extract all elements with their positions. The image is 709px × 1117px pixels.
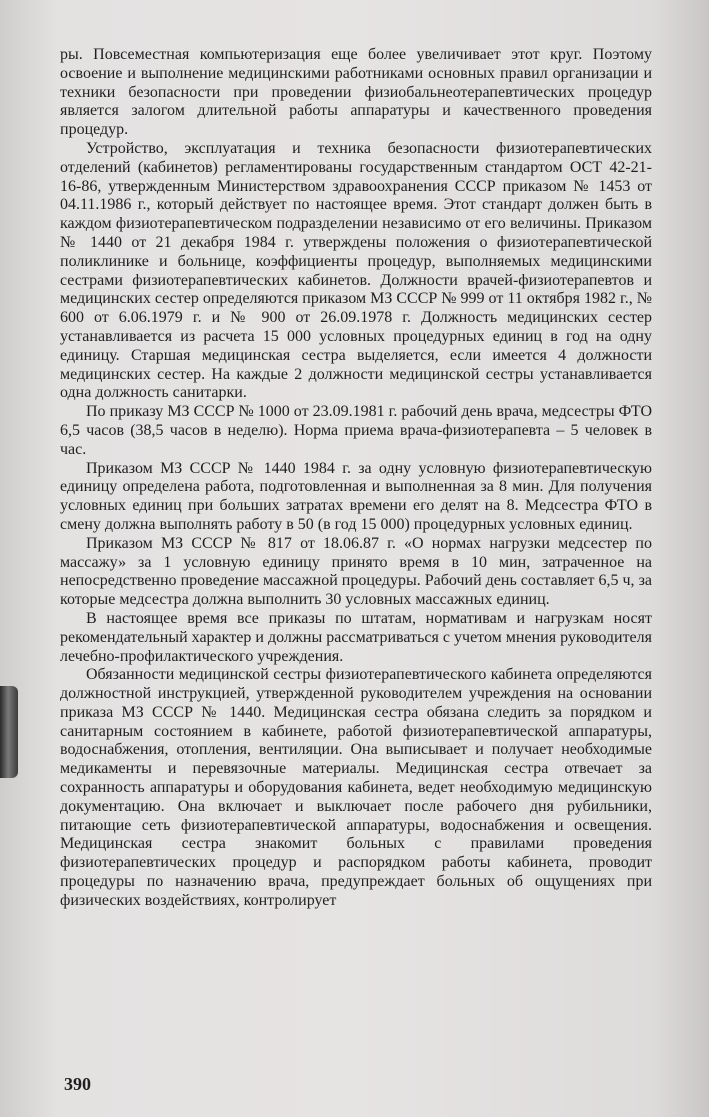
page-clip — [0, 686, 18, 778]
paragraph-5: Приказом МЗ СССР № 817 от 18.06.87 г. «О нормах нагрузки медсестер по массажу» за 1 условную единицу принято время в 10 мин, затраченное на непосредственно проведение массажной процедуры. Рабочий день составляет 6,5 ч, за которые медсестра должна выполнить 30 условных массажных единиц. — [60, 534, 652, 609]
body-text — [60, 46, 652, 911]
page-number: 390 — [64, 1074, 91, 1094]
paragraph-3: По приказу МЗ СССР № 1000 от 23.09.1981 г. рабочий день врача, медсестры ФТО 6,5 часов (38,5 часов в неделю). Норма приема врача-физиотерапевта – 5 человек в час. — [60, 403, 652, 458]
paragraph-6: В настоящее время все приказы по штатам, нормативам и нагрузкам носят рекомендательный характер и должны рассматриваться с учетом мнения руководителя лечебно-профилактического учреждения. — [60, 609, 652, 665]
paragraph-2: Устройство, эксплуатация и техника безопасности физиотерапевтических отделений (кабинетов) регламентированы государственным стандартом ОСТ 42-21-16-86, утвержденным Министерством здравоохранения СССР приказом № 1453 от 04.11.1986 г., который действует по настоящее время. Этот стандарт должен быть в каждом физиотерапевтическом подразделении независимо от его величины. Приказом № 1440 от 21 декабря 1984 г. утверждены положения о физиотерапевтической поликлинике и больнице, коэффициенты процедур, выполняемых медицинскими сестрами физиотерапевтических кабинетов. Должности врачей-физиотерапевтов и медицинских сестер определяются приказом МЗ СССР № 999 от 11 октября 1982 г., № 600 от 6.06.1979 г. и № 900 от 26.09.1978 г. Должность медицинских сестер устанавливается из расчета 15 000 условных процедурных единиц в год на одну единицу. Старшая медицинская сестра выделяется, если имеется 4 должности медицинских сестер. На каждые 2 должности медицинской сестры устанавливается одна должность санитарки. — [60, 139, 652, 402]
paragraph-1: ры. Повсеместная компьютеризация еще более увеличивает этот круг. Поэтому освоение и выполнение медицинскими работниками основных правил организации и техники безопасности при проведении физиобальнеотерапевтических процедур является залогом длительной работы аппаратуры и качественного проведения процедур. — [60, 46, 652, 139]
paragraph-4: Приказом МЗ СССР № 1440 1984 г. за одну условную физиотерапевтическую единицу определена работа, подготовленная и выполненная за 8 мин. Для получения условных единиц при больших затратах времени его делят на 8. Медсестра ФТО в смену должна выполнять работу в 50 (в год 15 000) процедурных условных единиц. — [60, 459, 652, 533]
paragraph-7: Обязанности медицинской сестры физиотерапевтического кабинета определяются должностной инструкцией, утвержденной руководителем учреждения на основании приказа МЗ СССР № 1440. Медицинская сестра обязана следить за порядком и санитарным состоянием в кабинете, работой физиотерапевтической аппаратуры, водоснабжения, отопления, вентиляции. Она выписывает и получает необходимые медикаменты и перевязочные материалы. Медицинская сестра отвечает за сохранность аппаратуры и оборудования кабинета, ведет необходимую медицинскую документацию. Она включает и выключает после рабочего дня рубильники, питающие сеть физиотерапевтической аппаратуры, водоснабжения и освещения. Медицинская сестра знакомит больных с правилами проведения физиотерапевтических процедур и распорядком работы кабинета, проводит процедуры по назначению врача, предупреждает больных об ощущениях при физических воздействиях, контролирует — [60, 666, 652, 909]
